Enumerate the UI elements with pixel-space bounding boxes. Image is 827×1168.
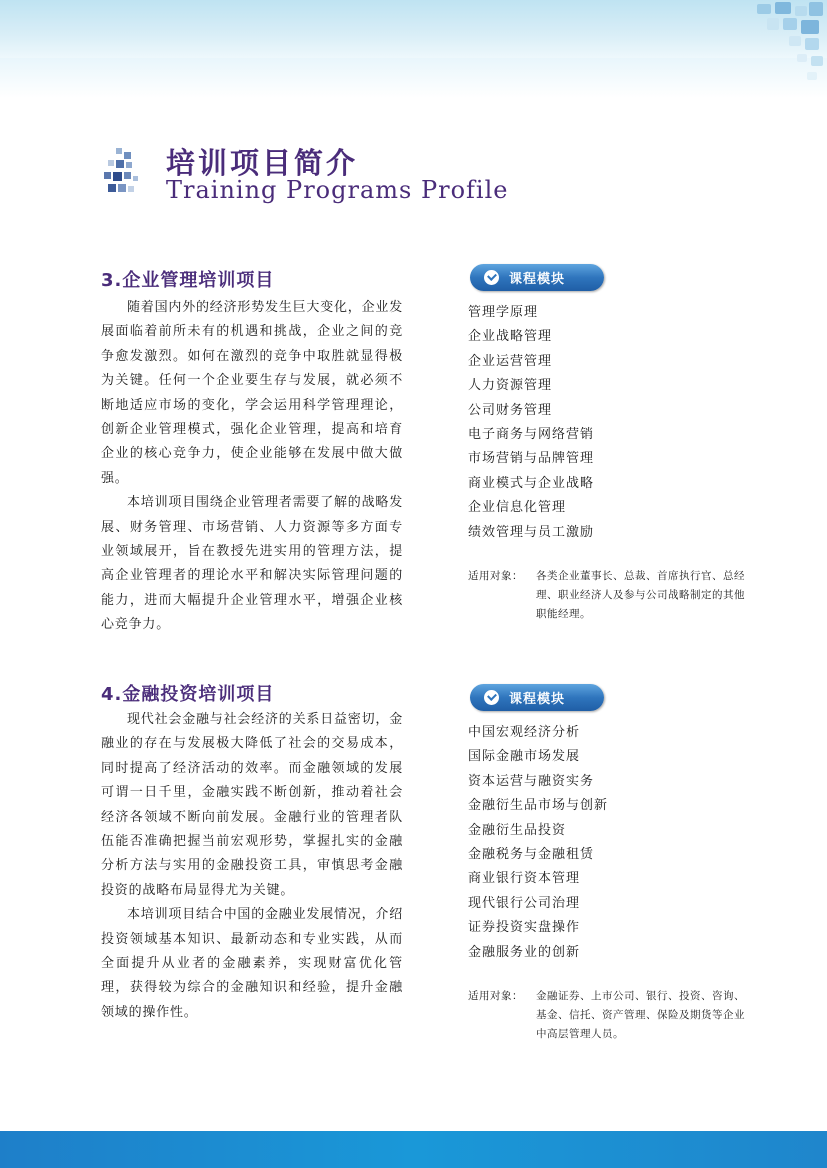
module-item: 现代银行公司治理 bbox=[468, 895, 581, 911]
section-4-paragraph-1: 现代社会金融与社会经济的关系日益密切，金融业的存在与发展极大降低了社会的交易成本，同时提高了经济活动的效率。而金融领域的发展可谓一日千里，金融实践不断创新，推动着社会经济各领域不断向前发展。金融行业的管理者队伍能否准确把握当前宏观形势，掌握扎实的金融分析方法与实用的金融投资工具，审慎思考金融投资的战略布局显得尤为关键。 bbox=[101, 712, 404, 898]
module-item: 电子商务与网络营销 bbox=[468, 427, 595, 443]
footer-band bbox=[0, 1131, 827, 1168]
checkmark-icon bbox=[484, 690, 499, 705]
module-item: 管理学原理 bbox=[468, 305, 539, 320]
module-item: 人力资源管理 bbox=[468, 378, 553, 394]
module-item: 中国宏观经济分析 bbox=[468, 725, 581, 740]
module-item: 企业信息化管理 bbox=[468, 500, 567, 516]
target-text: 各类企业董事长、总裁、首席执行官、总经理、职业经济人及参与公司战略制定的其他职能经理。 bbox=[536, 570, 745, 620]
title-logo-icon bbox=[104, 148, 156, 200]
module-item: 商业银行资本管理 bbox=[468, 871, 581, 887]
module-item: 国际金融市场发展 bbox=[468, 749, 581, 765]
module-item: 企业战略管理 bbox=[468, 329, 553, 345]
module-item: 企业运营管理 bbox=[468, 353, 553, 369]
module-badge-label: 课程模块 bbox=[509, 692, 566, 707]
section-3-paragraph-2: 本培训项目围绕企业管理者需要了解的战略发展、财务管理、市场营销、人力资源等多方面专业领域展开，旨在教授先进实用的管理方法，提高企业管理者的理论水平和解决实际管理问题的能力，进而大幅提升企业管理水平，增强企业核心竞争力。 bbox=[101, 495, 404, 633]
module-item: 公司财务管理 bbox=[468, 402, 553, 418]
module-item: 绩效管理与员工激励 bbox=[468, 524, 595, 540]
section-3-paragraph-1: 随着国内外的经济形势发生巨大变化，企业发展面临着前所未有的机遇和挑战，企业之间的竞争愈发激烈。如何在激烈的竞争中取胜就显得极为关键。任何一个企业要生存与发展，就必须不断地适应市场的变化，学会运用科学管理理论，创新企业管理模式，强化企业管理，提高和培育企业的核心竞争力，使企业能够在发展中做大做强。 bbox=[101, 300, 404, 486]
checkmark-icon bbox=[484, 270, 499, 285]
section-3-module-list bbox=[468, 301, 594, 545]
section-4-description bbox=[101, 708, 403, 1025]
section-4-paragraph-2: 本培训项目结合中国的金融业发展情况，介绍投资领域基本知识、最新动态和专业实践，从而全面提升从业者的金融素养，实现财富优化管理，获得较为综合的金融知识和经验，提升金融领域的操作性。 bbox=[101, 907, 404, 1020]
section-4-module-list bbox=[468, 721, 608, 965]
section-3-module-badge bbox=[470, 264, 604, 291]
page-title-english: Training Programs Profile bbox=[166, 176, 509, 204]
section-4-title: 4.金融投资培训项目 bbox=[101, 684, 275, 705]
section-3-description bbox=[101, 296, 403, 638]
module-item: 金融衍生品市场与创新 bbox=[468, 798, 609, 814]
module-badge-label: 课程模块 bbox=[509, 272, 566, 287]
section-4-module-badge bbox=[470, 684, 604, 711]
section-3-title: 3.企业管理培训项目 bbox=[101, 270, 275, 291]
page-title-chinese: 培训项目简介 bbox=[166, 146, 359, 180]
module-item: 市场营销与品牌管理 bbox=[468, 451, 595, 467]
corner-mosaic-decoration bbox=[697, 0, 827, 100]
module-item: 资本运营与融资实务 bbox=[468, 773, 595, 789]
module-item: 金融衍生品投资 bbox=[468, 822, 567, 838]
module-item: 金融税务与金融租赁 bbox=[468, 847, 595, 863]
target-label: 适用对象： bbox=[468, 990, 523, 1002]
target-label: 适用对象： bbox=[468, 570, 523, 582]
section-4-target-audience bbox=[468, 987, 748, 1044]
module-item: 金融服务业的创新 bbox=[468, 944, 581, 960]
module-item: 商业模式与企业战略 bbox=[468, 475, 595, 491]
target-text: 金融证券、上市公司、银行、投资、咨询、基金、信托、资产管理、保险及期货等企业中高层管理人员。 bbox=[536, 990, 745, 1040]
module-item: 证券投资实盘操作 bbox=[468, 920, 581, 936]
section-3-target-audience bbox=[468, 567, 748, 624]
